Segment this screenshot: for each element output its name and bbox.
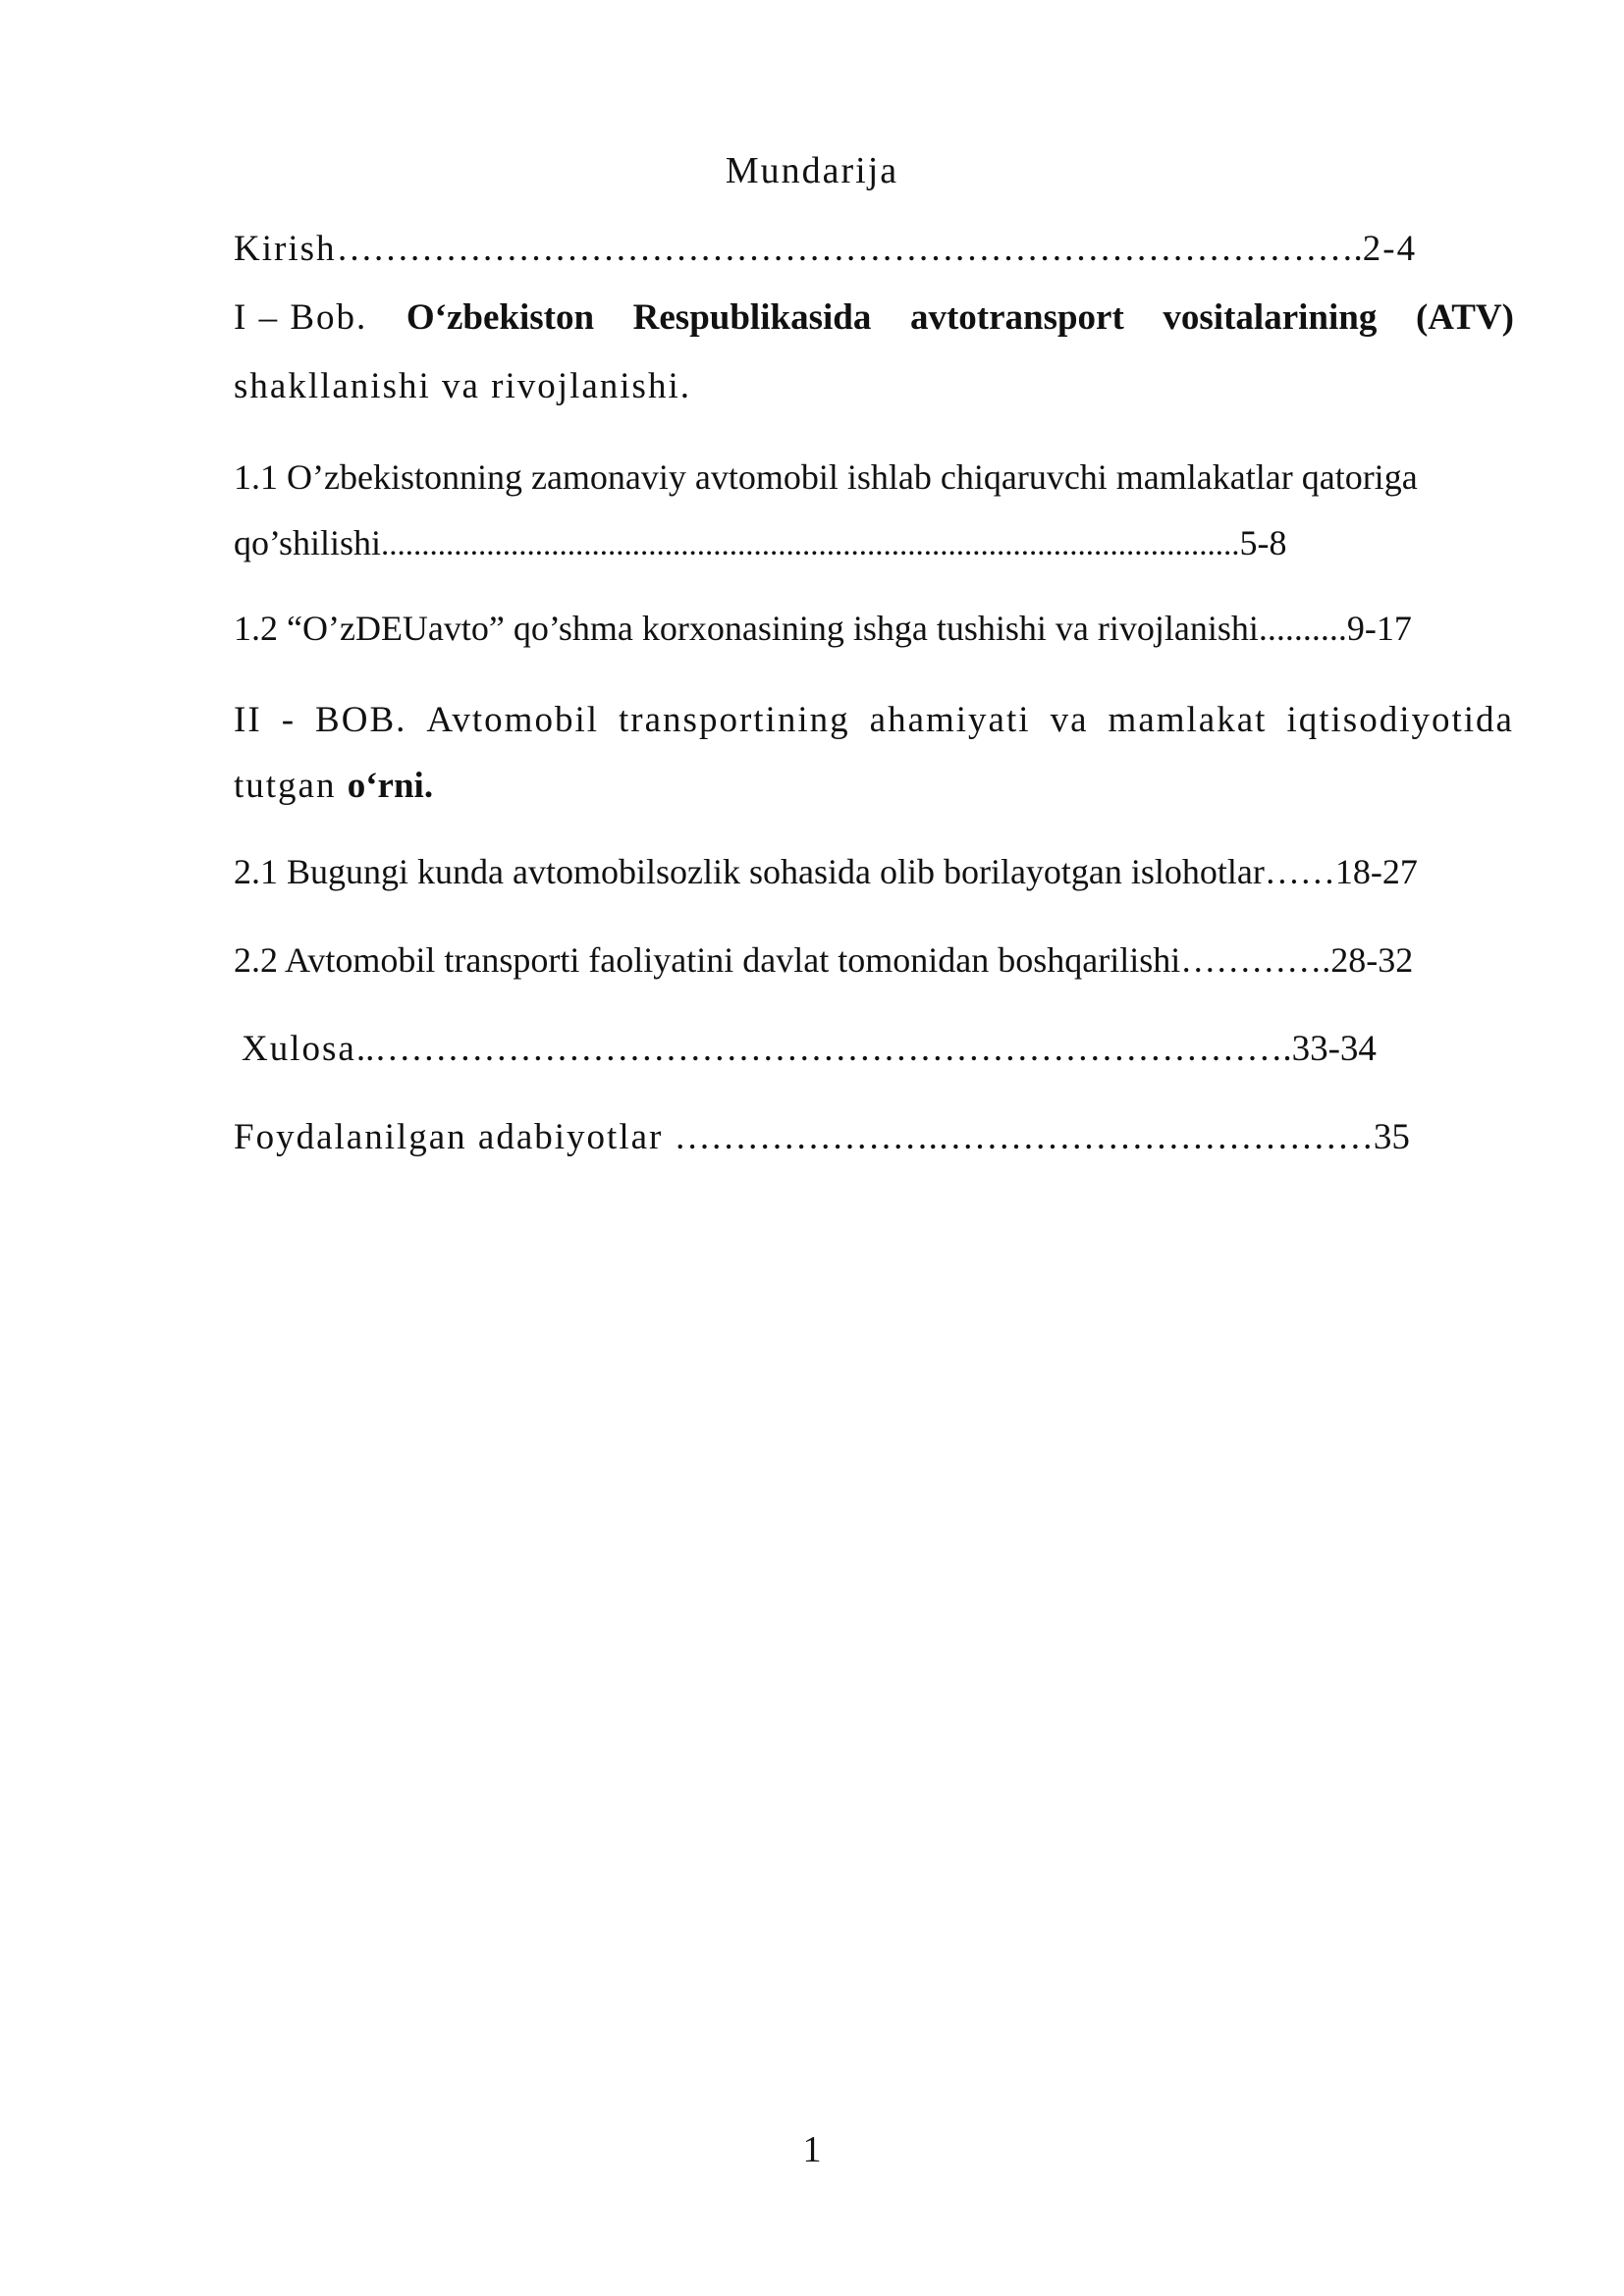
chapter-word: va: [1050, 700, 1089, 740]
chapter-title-word: avtotransport: [909, 297, 1124, 338]
toc-chapter-1-continuation: shakllanishi va rivojlanishi.: [234, 366, 691, 406]
chapter-word: II: [234, 700, 262, 740]
toc-title: Mundarija: [725, 150, 899, 191]
toc-leader-dots: ..........: [1258, 609, 1347, 648]
toc-leader-dots: ..………………………………………………………………….: [355, 1029, 1292, 1069]
toc-leader-dots: ……: [1264, 852, 1335, 891]
chapter-word: Avtomobil: [426, 700, 599, 740]
chapter-word: iqtisodiyotida: [1286, 700, 1514, 740]
toc-page-range: 33-34: [1291, 1029, 1377, 1069]
toc-entry-label: 2.1 Bugungi kunda avtomobilsozlik sohasida olib borilayotgan islohotlar: [234, 852, 1265, 891]
toc-section-2-1: [234, 854, 1514, 889]
chapter-title-word: (ATV): [1415, 297, 1514, 338]
toc-page-range: 18-27: [1334, 852, 1418, 891]
toc-leader-dots: ………………….………………………………: [674, 1117, 1374, 1157]
toc-entry-label: Kirish: [234, 229, 337, 269]
toc-section-2-2: [234, 942, 1514, 978]
toc-entry-label: 2.2 Avtomobil transporti faoliyatini davlat tomonidan boshqarilishi: [234, 940, 1181, 980]
toc-leader-dots: ………….: [1180, 940, 1331, 980]
toc-section-1-2: [234, 611, 1514, 646]
chapter-title-word: vositalarining: [1163, 297, 1378, 338]
toc-page-range: 9-17: [1346, 609, 1412, 648]
toc-entry-xulosa: [242, 1031, 1514, 1067]
toc-entry-label: 1.2 “O’zDEUavto” qo’shma korxonasining ishga tushishi va rivojlanishi: [234, 609, 1259, 648]
toc-page-range: 28-32: [1330, 940, 1414, 980]
chapter-title-word: Respublikasida: [632, 297, 872, 338]
chapter-word: BOB.: [315, 700, 407, 740]
chapter-word: transportining: [619, 700, 850, 740]
toc-page-range: 2-4: [1362, 229, 1418, 269]
chapter-continuation-bold: o‘rni.: [347, 766, 434, 806]
toc-page-range: 5-8: [1239, 523, 1287, 562]
chapter-continuation-text: tutgan: [234, 766, 337, 806]
toc-chapter-2-continuation: [234, 768, 1514, 804]
toc-entry-label: Foydalanilgan adabiyotlar: [234, 1117, 664, 1157]
toc-section-1-1-line1: 1.1 O’zbekistonning zamonaviy avtomobil ishlab chiqaruvchi mamlakatlar qatoriga: [234, 457, 1418, 497]
chapter-title-word: O‘zbekiston: [406, 297, 595, 338]
toc-page-range: 35: [1373, 1117, 1410, 1157]
chapter-prefix: I – Bob.: [234, 297, 368, 338]
toc-entry-label: Xulosa: [242, 1029, 356, 1069]
toc-leader-dots: ..........................................................................................................: [381, 527, 1240, 562]
toc-chapter-2-heading: [234, 702, 1514, 738]
toc-leader-dots: ………………………………………………………………………….: [336, 229, 1363, 269]
toc-entry-references: [234, 1119, 1514, 1155]
chapter-word: ahamiyati: [869, 700, 1031, 740]
toc-section-1-1-line2: [234, 525, 1514, 561]
chapter-word: mamlakat: [1108, 700, 1268, 740]
chapter-word: -: [281, 700, 297, 740]
toc-chapter-1-heading: [234, 299, 1514, 336]
toc-entry-label: qo’shilishi: [234, 523, 382, 562]
page-number: 1: [802, 2129, 822, 2170]
toc-entry-kirish: [234, 231, 1514, 267]
